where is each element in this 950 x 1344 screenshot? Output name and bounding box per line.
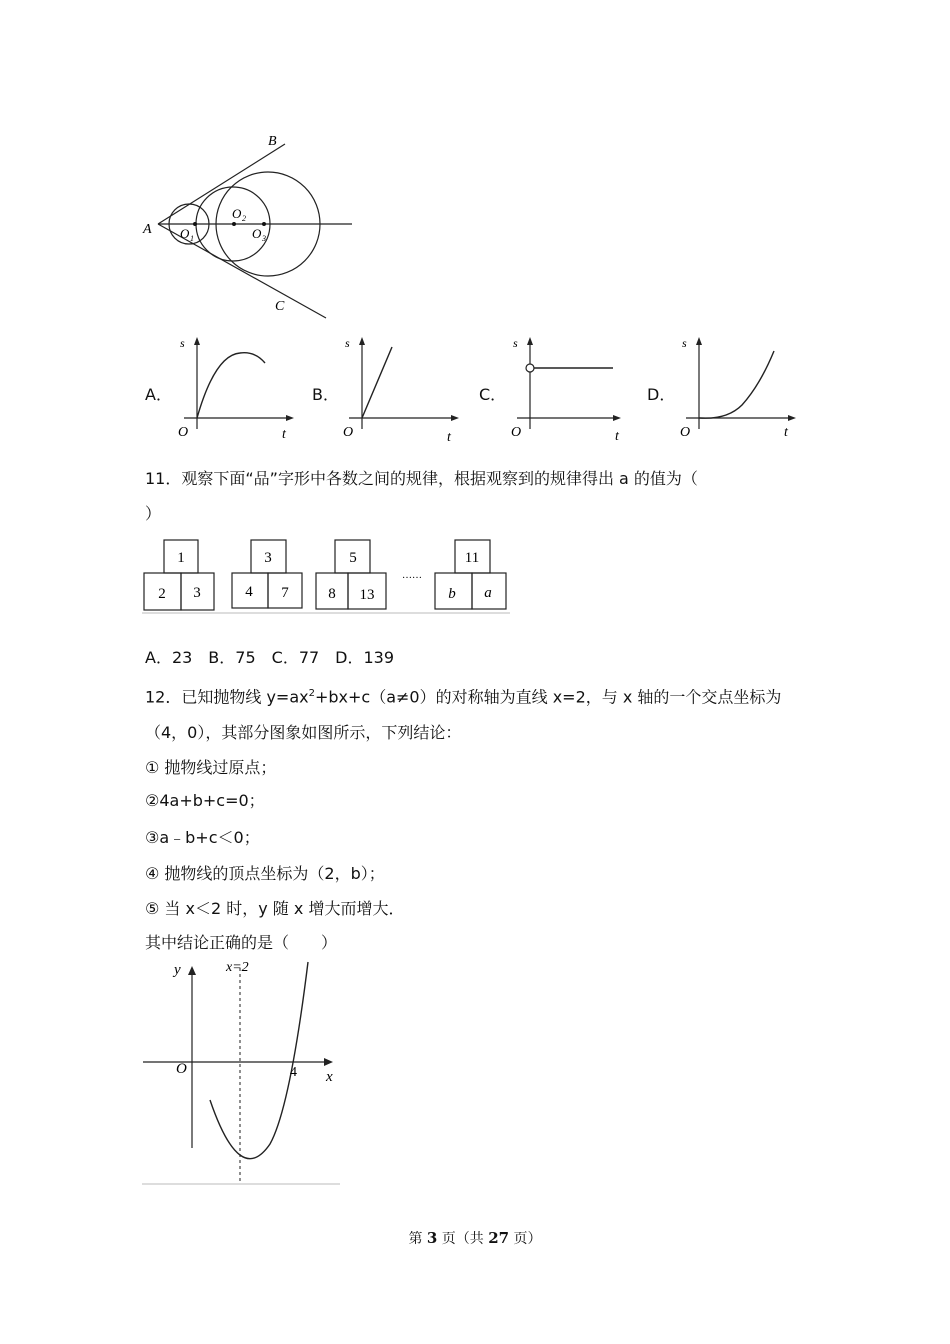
- q11-options: A．23 B．75 C．77 D．139: [145, 648, 395, 667]
- svg-text:s: s: [513, 336, 518, 350]
- svg-text:1: 1: [177, 550, 185, 566]
- label-o1-sub: 1: [190, 234, 194, 243]
- q11-stem-line2: ）: [145, 504, 162, 523]
- parabola-curve: [210, 962, 308, 1159]
- q12-stem-sup: 2: [308, 688, 315, 699]
- q12-conclusion-1: ① 抛物线过原点；: [145, 758, 277, 777]
- footer-page-number: 3: [426, 1229, 438, 1247]
- label-o3-sub: 3: [262, 234, 266, 243]
- svg-text:13: 13: [359, 587, 375, 603]
- svg-text:a: a: [484, 585, 492, 601]
- svg-text:s: s: [682, 336, 687, 350]
- ray-ab: [158, 144, 285, 224]
- q12-question: 其中结论正确的是（ ）: [145, 933, 338, 952]
- center-o1-dot: [193, 222, 197, 226]
- svg-text:5: 5: [349, 550, 357, 566]
- label-o2-sub: 2: [242, 214, 246, 223]
- label-o1: O: [180, 226, 190, 241]
- svg-text:O: O: [680, 425, 691, 440]
- svg-text:3: 3: [264, 550, 272, 566]
- footer-pre: 第: [408, 1231, 427, 1247]
- footer-mid: 页（共: [437, 1231, 489, 1247]
- svg-text:s: s: [180, 336, 185, 350]
- option-c-graph: [503, 335, 633, 445]
- x-axis-label: x: [326, 1069, 333, 1085]
- svg-text:3: 3: [193, 585, 201, 601]
- option-d-graph: [672, 335, 802, 445]
- q12-conclusion-2: ②4a+b+c=0；: [145, 791, 265, 810]
- option-d-label: D．: [647, 385, 676, 404]
- svg-text:O: O: [343, 425, 354, 440]
- svg-text:t: t: [615, 429, 619, 444]
- q12-stem-line2: （4，0），其部分图象如图所示，下列结论：: [145, 723, 462, 742]
- svg-text:O: O: [511, 425, 522, 440]
- option-a-label: A．: [145, 385, 172, 404]
- q12-stem-line1-b: +bx+c（a≠0）的对称轴为直线 x=2，与 x 轴的一个交点坐标为: [314, 687, 782, 707]
- label-a: A: [143, 222, 152, 237]
- label-o2: O: [232, 206, 242, 221]
- svg-text:t: t: [282, 427, 286, 442]
- svg-text:s: s: [345, 336, 350, 350]
- footer-post: 页）: [509, 1231, 542, 1247]
- q12-conclusion-4: ④ 抛物线的顶点坐标为（2，b）；: [145, 864, 385, 883]
- option-a-graph: [170, 335, 300, 445]
- footer-total-pages: 27: [488, 1229, 510, 1247]
- svg-text:2: 2: [158, 586, 166, 602]
- q12-conclusion-3: ③a﹣b+c＜0；: [145, 828, 260, 847]
- svg-text:b: b: [448, 586, 456, 602]
- pin-shape-figures: [142, 538, 512, 616]
- page-footer: [0, 1228, 950, 1248]
- svg-text:8: 8: [328, 586, 336, 602]
- svg-text:7: 7: [281, 585, 289, 601]
- q12-stem-line1: [145, 683, 781, 708]
- tangent-circles-figure: [140, 128, 360, 323]
- y-axis-label: y: [174, 962, 181, 978]
- option-b-graph: [335, 335, 465, 445]
- svg-text:t: t: [447, 430, 451, 445]
- svg-text:……: ……: [402, 570, 422, 581]
- parabola-graph: [140, 958, 345, 1186]
- svg-text:O: O: [178, 425, 189, 440]
- svg-text:11: 11: [464, 550, 480, 566]
- center-o2-dot: [232, 222, 236, 226]
- origin-label: O: [176, 1061, 187, 1077]
- label-c: C: [275, 299, 285, 314]
- q12-stem-line1-a: 12．已知抛物线 y=ax: [145, 687, 309, 707]
- option-b-label: B．: [312, 385, 339, 404]
- q11-stem-line1: 11．观察下面“品”字形中各数之间的规律，根据观察到的规律得出 a 的值为（: [145, 469, 698, 488]
- svg-text:4: 4: [245, 584, 253, 600]
- symmetry-label: x=2: [226, 960, 249, 975]
- center-o3-dot: [262, 222, 266, 226]
- svg-text:t: t: [784, 425, 788, 440]
- option-c-label: C．: [479, 385, 507, 404]
- q12-conclusion-5: ⑤ 当 x＜2 时，y 随 x 增大而增大．: [145, 899, 405, 918]
- root-four-label: 4: [290, 1065, 297, 1080]
- label-o3: O: [252, 226, 262, 241]
- label-b: B: [268, 134, 277, 149]
